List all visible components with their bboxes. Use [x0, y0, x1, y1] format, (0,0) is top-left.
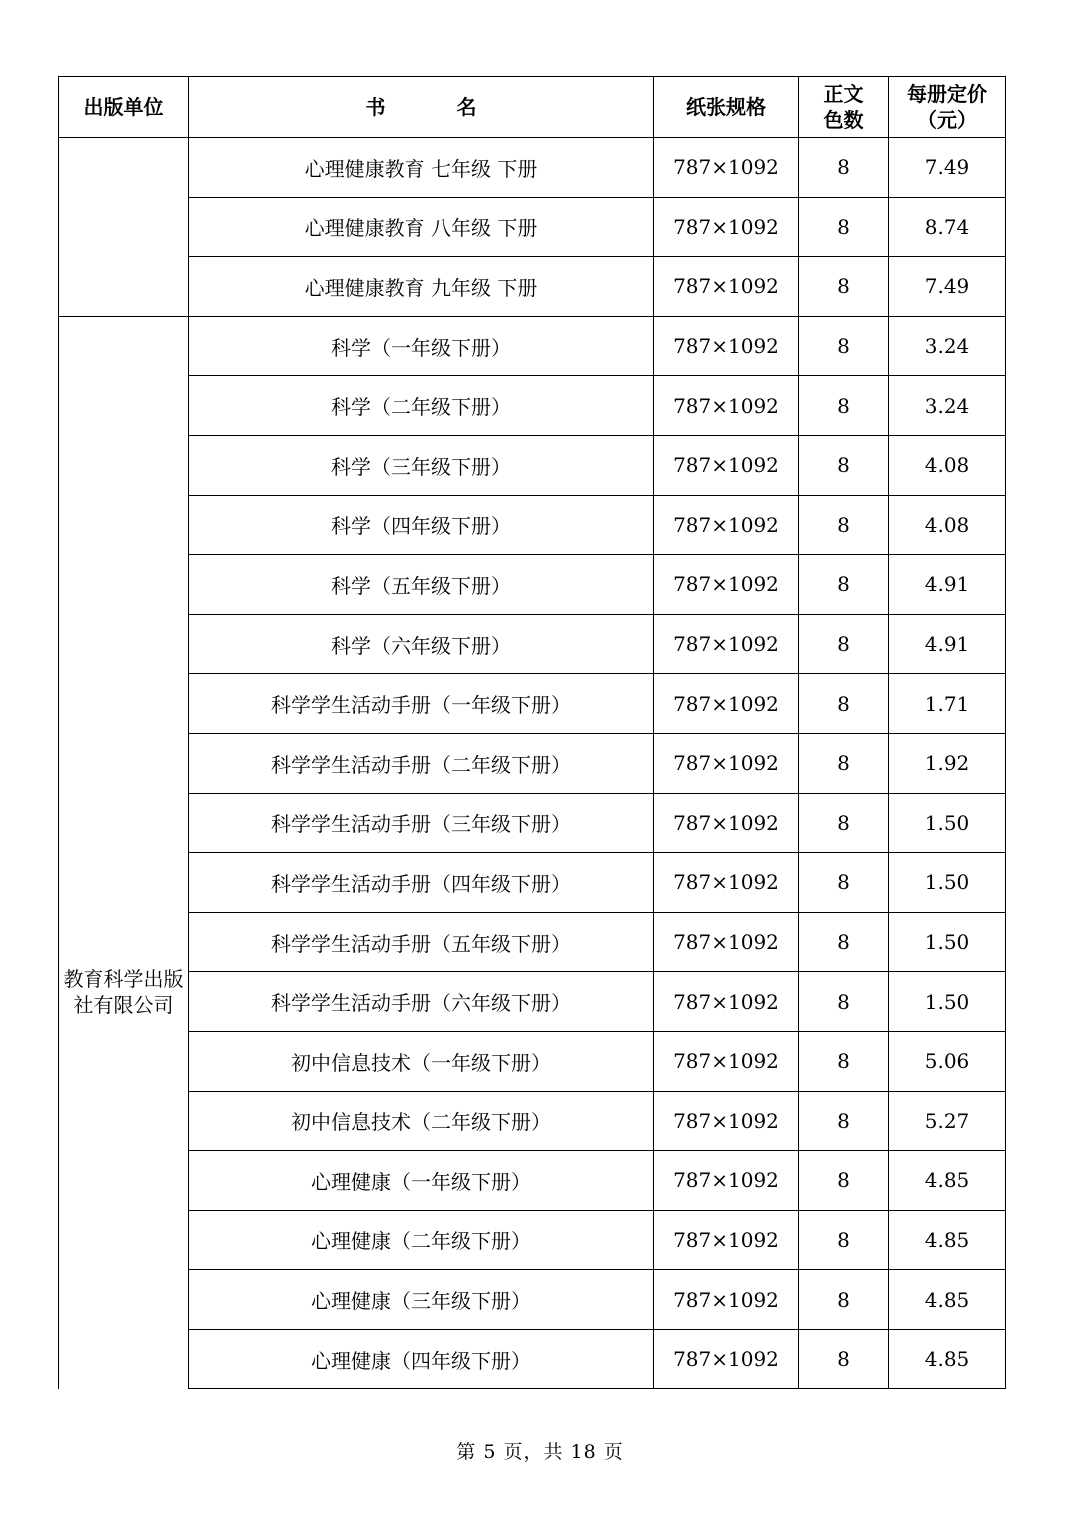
color-count-cell: 8: [799, 972, 889, 1032]
book-title-cell: 心理健康教育 七年级 下册: [189, 138, 654, 198]
table-row: [59, 1091, 1006, 1151]
price-cell: 5.06: [889, 1031, 1006, 1091]
table-row: [59, 972, 1006, 1032]
color-count-cell: 8: [799, 1329, 889, 1389]
book-title-cell: 科学学生活动手册（六年级下册）: [189, 972, 654, 1032]
table-row: [59, 733, 1006, 793]
book-title-cell: 科学（五年级下册）: [189, 555, 654, 615]
price-cell: 7.49: [889, 257, 1006, 317]
color-count-cell: 8: [799, 376, 889, 436]
book-title-cell: 初中信息技术（二年级下册）: [189, 1091, 654, 1151]
paper-size-cell: 787×1092: [654, 972, 799, 1032]
table-body: [59, 138, 1006, 1389]
table-row: [59, 138, 1006, 198]
color-count-cell: 8: [799, 1091, 889, 1151]
table-row: [59, 495, 1006, 555]
paper-size-cell: 787×1092: [654, 435, 799, 495]
header-paper-size: 纸张规格: [654, 77, 799, 138]
paper-size-cell: 787×1092: [654, 733, 799, 793]
price-cell: 1.50: [889, 972, 1006, 1032]
price-cell: 1.50: [889, 912, 1006, 972]
color-count-cell: 8: [799, 435, 889, 495]
color-count-cell: 8: [799, 495, 889, 555]
paper-size-cell: 787×1092: [654, 257, 799, 317]
book-title-cell: 心理健康（三年级下册）: [189, 1270, 654, 1330]
table-row: [59, 793, 1006, 853]
price-cell: 4.85: [889, 1151, 1006, 1211]
table-row: [59, 1151, 1006, 1211]
header-colors-line1: 正文: [823, 82, 864, 106]
color-count-cell: 8: [799, 853, 889, 913]
book-title-cell: 心理健康（二年级下册）: [189, 1210, 654, 1270]
book-title-cell: 科学（四年级下册）: [189, 495, 654, 555]
book-title-cell: 科学学生活动手册（五年级下册）: [189, 912, 654, 972]
header-publisher: 出版单位: [59, 77, 189, 138]
price-cell: 4.91: [889, 555, 1006, 615]
color-count-cell: 8: [799, 674, 889, 734]
header-price-line1: 每册定价: [907, 82, 987, 106]
price-cell: 5.27: [889, 1091, 1006, 1151]
paper-size-cell: 787×1092: [654, 1210, 799, 1270]
paper-size-cell: 787×1092: [654, 674, 799, 734]
paper-size-cell: 787×1092: [654, 376, 799, 436]
table-row: [59, 853, 1006, 913]
paper-size-cell: 787×1092: [654, 793, 799, 853]
table-row: [59, 257, 1006, 317]
color-count-cell: 8: [799, 316, 889, 376]
book-title-cell: 心理健康（四年级下册）: [189, 1329, 654, 1389]
price-cell: 4.85: [889, 1329, 1006, 1389]
price-cell: 7.49: [889, 138, 1006, 198]
color-count-cell: 8: [799, 138, 889, 198]
color-count-cell: 8: [799, 197, 889, 257]
paper-size-cell: 787×1092: [654, 555, 799, 615]
price-cell: 4.85: [889, 1270, 1006, 1330]
price-cell: 3.24: [889, 376, 1006, 436]
page-footer: 第 5 页，共 18 页: [456, 1441, 624, 1463]
table-row: [59, 1329, 1006, 1389]
book-title-cell: 科学（六年级下册）: [189, 614, 654, 674]
paper-size-cell: 787×1092: [654, 1270, 799, 1330]
price-cell: 3.24: [889, 316, 1006, 376]
price-cell: 1.71: [889, 674, 1006, 734]
color-count-cell: 8: [799, 257, 889, 317]
book-title-cell: 科学学生活动手册（二年级下册）: [189, 733, 654, 793]
color-count-cell: 8: [799, 1031, 889, 1091]
color-count-cell: 8: [799, 614, 889, 674]
price-cell: 8.74: [889, 197, 1006, 257]
book-title-cell: 科学学生活动手册（四年级下册）: [189, 853, 654, 913]
price-cell: 4.91: [889, 614, 1006, 674]
paper-size-cell: 787×1092: [654, 197, 799, 257]
table-row: [59, 555, 1006, 615]
price-cell: 4.85: [889, 1210, 1006, 1270]
paper-size-cell: 787×1092: [654, 1091, 799, 1151]
paper-size-cell: 787×1092: [654, 316, 799, 376]
book-title-cell: 科学学生活动手册（三年级下册）: [189, 793, 654, 853]
color-count-cell: 8: [799, 912, 889, 972]
color-count-cell: 8: [799, 793, 889, 853]
paper-size-cell: 787×1092: [654, 853, 799, 913]
paper-size-cell: 787×1092: [654, 912, 799, 972]
paper-size-cell: 787×1092: [654, 138, 799, 198]
paper-size-cell: 787×1092: [654, 495, 799, 555]
paper-size-cell: 787×1092: [654, 1031, 799, 1091]
color-count-cell: 8: [799, 1151, 889, 1211]
book-title-cell: 科学（三年级下册）: [189, 435, 654, 495]
price-cell: 1.50: [889, 793, 1006, 853]
table-row: [59, 376, 1006, 436]
table-header-row: [59, 77, 1006, 138]
book-title-cell: 科学（一年级下册）: [189, 316, 654, 376]
table-row: [59, 1270, 1006, 1330]
table-row: [59, 674, 1006, 734]
table-row: [59, 912, 1006, 972]
header-title: [189, 77, 654, 138]
table-row: [59, 1031, 1006, 1091]
price-cell: 1.50: [889, 853, 1006, 913]
textbook-price-table: [58, 76, 1006, 1389]
paper-size-cell: 787×1092: [654, 614, 799, 674]
table-row: [59, 614, 1006, 674]
color-count-cell: 8: [799, 1210, 889, 1270]
price-cell: 1.92: [889, 733, 1006, 793]
price-cell: 4.08: [889, 435, 1006, 495]
header-price-line2: （元）: [917, 108, 977, 132]
paper-size-cell: 787×1092: [654, 1151, 799, 1211]
header-colors-line2: 色数: [823, 108, 864, 132]
table-row: [59, 197, 1006, 257]
table-row: [59, 1210, 1006, 1270]
book-title-cell: 初中信息技术（一年级下册）: [189, 1031, 654, 1091]
table-row: [59, 316, 1006, 376]
publisher-cell: [59, 138, 189, 317]
book-title-cell: 心理健康教育 八年级 下册: [189, 197, 654, 257]
book-title-cell: 心理健康（一年级下册）: [189, 1151, 654, 1211]
paper-size-cell: 787×1092: [654, 1329, 799, 1389]
publisher-cell: 教育科学出版社有限公司: [59, 316, 189, 1389]
header-title-text: 书 名: [365, 95, 509, 119]
header-price: [889, 77, 1006, 138]
color-count-cell: 8: [799, 555, 889, 615]
book-title-cell: 心理健康教育 九年级 下册: [189, 257, 654, 317]
header-colors: [799, 77, 889, 138]
book-title-cell: 科学学生活动手册（一年级下册）: [189, 674, 654, 734]
table-row: [59, 435, 1006, 495]
color-count-cell: 8: [799, 733, 889, 793]
book-title-cell: 科学（二年级下册）: [189, 376, 654, 436]
price-cell: 4.08: [889, 495, 1006, 555]
color-count-cell: 8: [799, 1270, 889, 1330]
